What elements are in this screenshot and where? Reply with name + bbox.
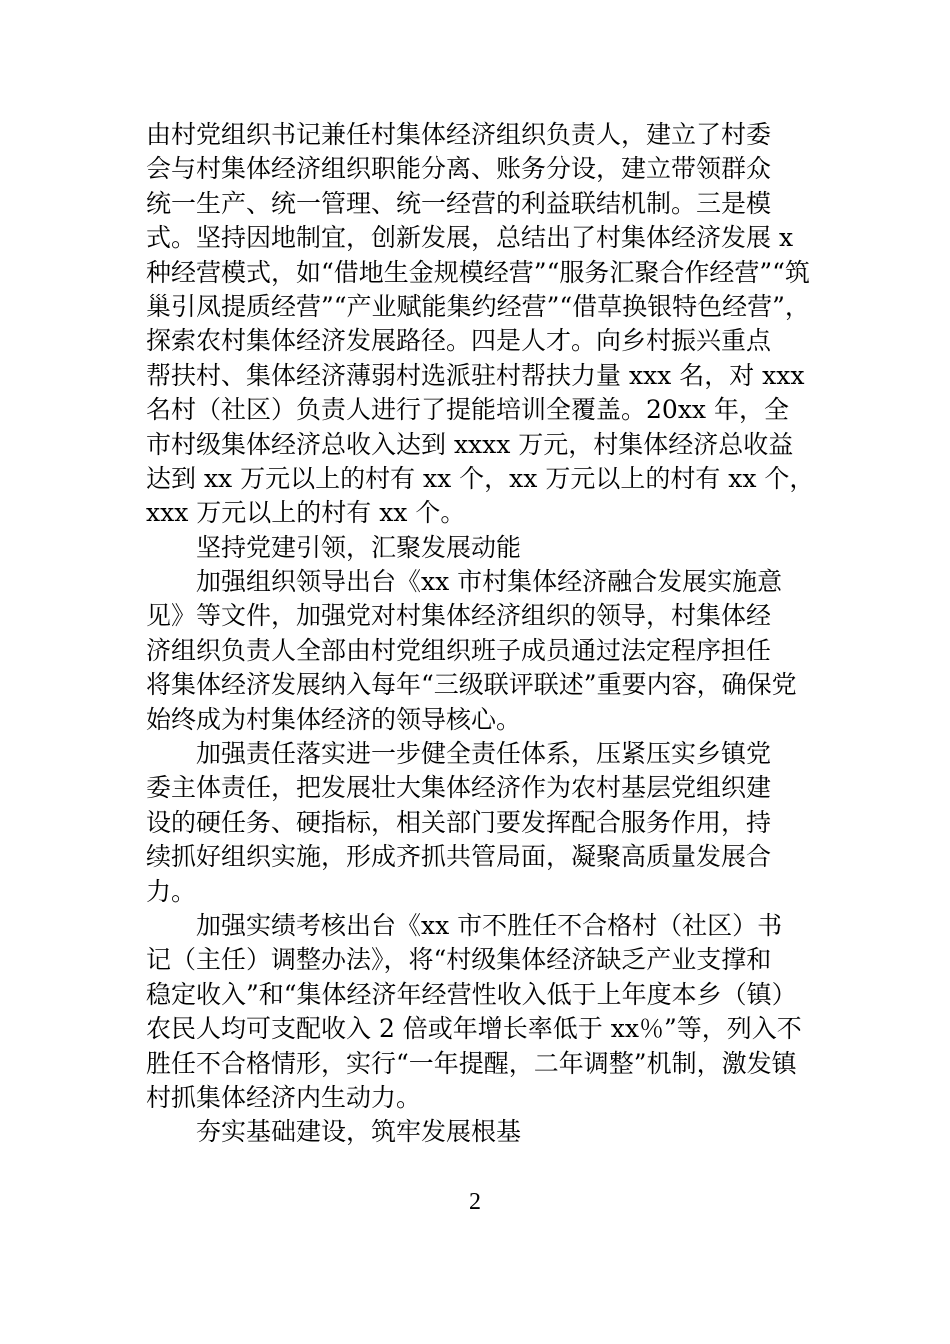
text-line: 委主体责任，把发展壮大集体经济作为农村基层党组织建 bbox=[146, 773, 772, 803]
body-text bbox=[146, 118, 846, 1150]
text-line: 见》等文件，加强党对村集体经济组织的领导，村集体经 bbox=[146, 601, 772, 631]
text-line: 设的硬任务、硬指标，相关部门要发挥配合服务作用，持 bbox=[146, 807, 772, 837]
paragraph-first-line: 加强组织领导出台《xx 市村集体经济融合发展实施意 bbox=[196, 567, 783, 597]
page-number: 2 bbox=[469, 1189, 481, 1215]
text-line: 济组织负责人全部由村党组织班子成员通过法定程序担任 bbox=[146, 635, 772, 665]
paragraph-first-line: 坚持党建引领，汇聚发展动能 bbox=[196, 532, 522, 562]
text-line: 名村（社区）负责人进行了提能培训全覆盖。20xx 年，全 bbox=[146, 395, 789, 425]
text-line: 式。坚持因地制宜，创新发展，总结出了村集体经济发展 x bbox=[146, 223, 794, 253]
text-line: 稳定收入”和“集体经济年经营性收入低于上年度本乡（镇） bbox=[146, 979, 797, 1009]
text-line: 会与村集体经济组织职能分离、账务分设，建立带领群众 bbox=[146, 154, 772, 184]
text-line: 力。 bbox=[146, 876, 197, 906]
text-line: 始终成为村集体经济的领导核心。 bbox=[146, 704, 522, 734]
text-line: 统一生产、统一管理、统一经营的利益联结机制。三是模 bbox=[146, 188, 772, 218]
text-line: 村抓集体经济内生动力。 bbox=[146, 1082, 422, 1112]
paragraph-first-line: 夯实基础建设，筑牢发展根基 bbox=[196, 1117, 522, 1147]
text-line: 续抓好组织实施，形成齐抓共管局面，凝聚高质量发展合 bbox=[146, 842, 772, 872]
text-line: 达到 xx 万元以上的村有 xx 个，xx 万元以上的村有 xx 个， bbox=[146, 463, 815, 493]
text-line: 农民人均可支配收入 2 倍或年增长率低于 xx％”等，列入不 bbox=[146, 1014, 802, 1044]
text-line: 由村党组织书记兼任村集体经济组织负责人，建立了村委 bbox=[146, 120, 772, 149]
text-line: 市村级集体经济总收入达到 xxxx 万元，村集体经济总收益 bbox=[146, 429, 794, 459]
text-line: 将集体经济发展纳入每年“三级联评联述”重要内容，确保党 bbox=[146, 670, 797, 700]
paragraph-first-line: 加强责任落实进一步健全责任体系，压紧压实乡镇党 bbox=[196, 739, 772, 769]
text-line: 巢引凤提质经营”“产业赋能集约经营”“借草换银特色经营”， bbox=[146, 291, 810, 321]
text-line: 胜任不合格情形，实行“一年提醒，二年调整”机制，激发镇 bbox=[146, 1048, 797, 1078]
text-line: 帮扶村、集体经济薄弱村选派驻村帮扶力量 xxx 名，对 xxx bbox=[146, 360, 805, 390]
text-line: 种经营模式，如“借地生金规模经营”“服务汇聚合作经营”“筑 bbox=[146, 257, 810, 287]
paragraph-first-line: 加强实绩考核出台《xx 市不胜任不合格村（社区）书 bbox=[196, 910, 783, 940]
text-line: xxx 万元以上的村有 xx 个。 bbox=[146, 498, 466, 528]
text-line: 探索农村集体经济发展路径。四是人才。向乡村振兴重点 bbox=[146, 326, 772, 356]
text-line: 记（主任）调整办法》，将“村级集体经济缺乏产业支撑和 bbox=[146, 945, 772, 975]
